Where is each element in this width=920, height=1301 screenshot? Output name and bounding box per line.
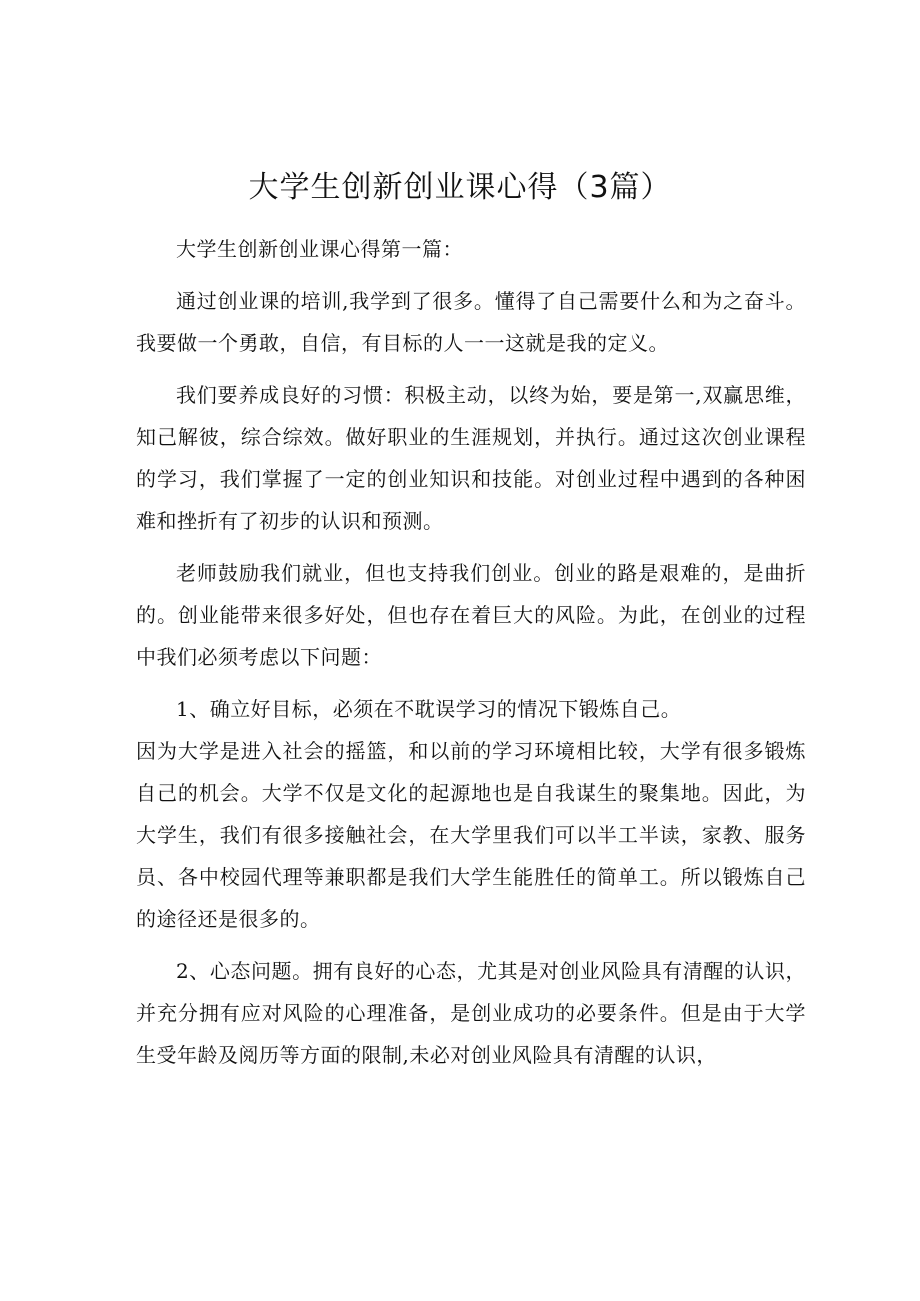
paragraph: 老师鼓励我们就业，但也支持我们创业。创业的路是艰难的，是曲折的。创业能带来很多好处，但也存在着巨大的风险。为此，在创业的过程中我们必须考虑以下问题： (136, 561, 806, 669)
document-body (136, 228, 806, 1076)
paragraph: 我们要养成良好的习惯：积极主动，以终为始，要是第一,双赢思维，知己解彼，综合综效。做好职业的生涯规划，并执行。通过这次创业课程的学习，我们掌握了一定的创业知识和技能。对创业过程中遇到的各种困难和挫折有了初步的认识和预测。 (136, 383, 806, 533)
section-heading: 大学生创新创业课心得第一篇： (176, 237, 463, 261)
paragraph: 通过创业课的培训,我学到了很多。懂得了自己需要什么和为之奋斗。我要做一个勇敢，自信，有目标的人一一这就是我的定义。 (136, 289, 806, 355)
paragraph: 因为大学是进入社会的摇篮，和以前的学习环境相比较，大学有很多锻炼自己的机会。大学不仅是文化的起源地也是自我谋生的聚集地。因此，为大学生，我们有很多接触社会，在大学里我们可以半工半读，家教、服务员、各中校园代理等兼职都是我们大学生能胜任的简单工。所以锻炼自己的途径还是很多的。 (136, 739, 806, 931)
list-item: 1、确立好目标，必须在不耽误学习的情况下锻炼自己。 (176, 697, 682, 721)
list-item: 2、心态问题。拥有良好的心态，尤其是对创业风险具有清醒的认识，并充分拥有应对风险的心理准备，是创业成功的必要条件。但是由于大学生受年龄及阅历等方面的限制,未必对创业风险具有清醒的认识， (136, 959, 806, 1067)
document-title: 大学生创新创业课心得（3篇） (248, 170, 672, 205)
